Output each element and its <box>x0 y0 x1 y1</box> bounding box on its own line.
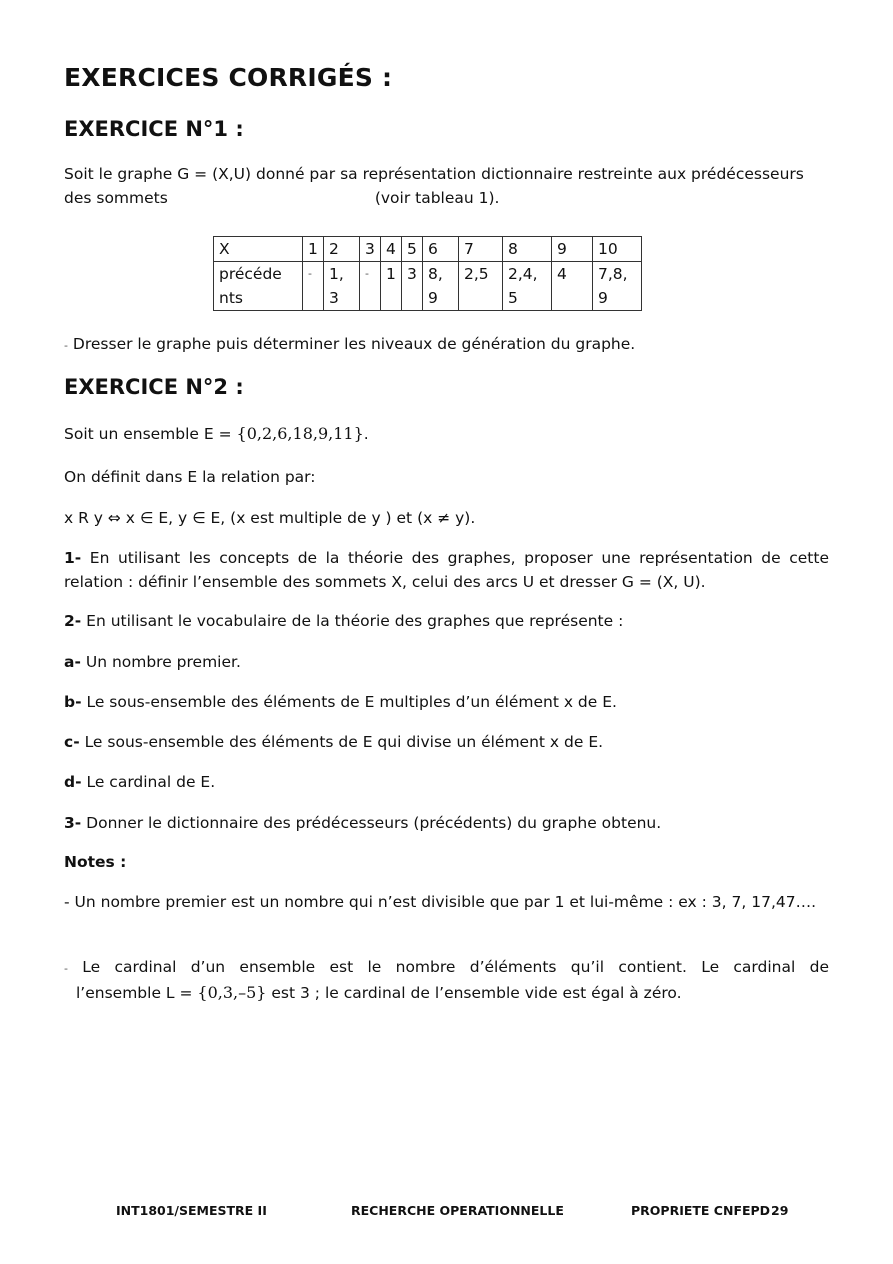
cell-line: 1, <box>329 265 344 283</box>
set-prefix: Soit un ensemble E = <box>64 425 237 443</box>
cell-line: 9 <box>598 289 608 307</box>
exercise-1-intro <box>64 162 829 210</box>
cell-line: 2,5 <box>464 265 489 283</box>
question-text: Le sous-ensemble des éléments de E qui divise un élément x de E. <box>84 733 604 751</box>
relation-definition: x R y ⇔ x ∈ E, y ∈ E, (x est multiple de y ) et (x ≠ y). <box>64 509 476 527</box>
table-row-predecessors <box>214 262 642 311</box>
question-1 <box>64 546 829 594</box>
cell-line: 2,4, <box>508 265 538 283</box>
table-cell: 10 <box>593 237 642 262</box>
relation-intro: On définit dans E la relation par: <box>64 468 316 486</box>
table-cell: 7 <box>459 237 503 262</box>
exercise-1-heading: EXERCICE N°1 : <box>64 117 244 141</box>
table-cell: 9 <box>552 237 593 262</box>
question-number: b- <box>64 693 82 711</box>
cell-line: 7,8, <box>598 265 628 283</box>
cell-line: - <box>308 267 312 280</box>
table-cell: X <box>214 237 303 262</box>
note-2-line1 <box>64 955 829 981</box>
note-dash: - <box>64 962 68 975</box>
exercise-1-intro-line1: Soit le graphe G = (X,U) donné par sa représentation dictionnaire restreinte aux prédécesseurs <box>64 165 804 183</box>
table-cell <box>324 262 360 311</box>
table-cell <box>459 262 503 311</box>
exercise-1-intro-line2-b: (voir tableau 1). <box>374 189 500 207</box>
table-cell <box>214 262 303 311</box>
exercise-1-task <box>64 332 829 358</box>
table-cell: 6 <box>423 237 459 262</box>
question-number: 1- <box>64 549 82 567</box>
note-2-line2 <box>64 981 829 1005</box>
table-cell <box>593 262 642 311</box>
cell-line: 5 <box>508 289 518 307</box>
table-cell <box>402 262 423 311</box>
set-value: {0,2,6,18,9,11} <box>236 424 364 443</box>
question-text: Le sous-ensemble des éléments de E multiples d’un élément x de E. <box>86 693 617 711</box>
question-number: d- <box>64 773 82 791</box>
question-3 <box>64 811 829 835</box>
note-2-text: Le cardinal d’un ensemble est le nombre d’éléments qu’il contient. Le cardinal de <box>82 958 829 976</box>
exercise-2-heading: EXERCICE N°2 : <box>64 375 244 399</box>
exercise-1-intro-line2 <box>64 186 829 210</box>
table-cell <box>552 262 593 311</box>
note-1: - Un nombre premier est un nombre qui n’est divisible que par 1 et lui-même : ex : 3, 7, 17,47…. <box>64 893 817 911</box>
footer-owner: PROPRIETE CNFEPD <box>631 1203 771 1218</box>
page-number: 29 <box>771 1203 789 1218</box>
question-text: En utilisant le vocabulaire de la théorie des graphes que représente : <box>86 612 624 630</box>
cell-line: 8, <box>428 265 443 283</box>
question-2d <box>64 770 829 794</box>
question-2 <box>64 609 829 633</box>
footer-course-code: INT1801/SEMESTRE II <box>116 1203 267 1218</box>
note-2-prefix: l’ensemble L = <box>76 984 198 1002</box>
notes-heading: Notes : <box>64 853 127 871</box>
cell-line: 9 <box>428 289 438 307</box>
note-2-set: {0,3,–5} <box>197 983 267 1002</box>
question-number: c- <box>64 733 80 751</box>
table-cell <box>303 262 324 311</box>
question-2c <box>64 730 829 754</box>
table-cell: 2 <box>324 237 360 262</box>
cell-line: - <box>365 267 369 280</box>
question-text: Un nombre premier. <box>85 653 241 671</box>
question-number: 2- <box>64 612 82 630</box>
note-2-suffix: est 3 ; le cardinal de l’ensemble vide est égal à zéro. <box>266 984 682 1002</box>
predecessors-table <box>213 236 642 311</box>
exercise-1-intro-line2-a: des sommets <box>64 189 168 207</box>
question-2b <box>64 690 829 714</box>
cell-line: précéde <box>219 265 282 283</box>
question-text: En utilisant les concepts de la théorie des graphes, proposer une représentation de cette relation : définir l’ensemble des sommets X, celui des arcs U et dresser G = (X, U). <box>64 549 829 591</box>
note-2 <box>64 955 829 1005</box>
question-text: Le cardinal de E. <box>86 773 216 791</box>
cell-line: 3 <box>329 289 339 307</box>
question-number: 3- <box>64 814 82 832</box>
set-suffix: . <box>363 425 369 443</box>
table-cell <box>503 262 552 311</box>
cell-line: 3 <box>407 265 417 283</box>
cell-line: 4 <box>557 265 567 283</box>
question-2a <box>64 650 829 674</box>
table-cell: 8 <box>503 237 552 262</box>
task-dash: - <box>64 339 68 352</box>
cell-line: nts <box>219 289 243 307</box>
cell-line: 1 <box>386 265 396 283</box>
footer-subject: RECHERCHE OPERATIONNELLE <box>351 1203 564 1218</box>
table-cell <box>423 262 459 311</box>
table-cell: 1 <box>303 237 324 262</box>
table-row-vertices <box>214 237 642 262</box>
question-text: Donner le dictionnaire des prédécesseurs (précédents) du graphe obtenu. <box>86 814 662 832</box>
table-cell <box>381 262 402 311</box>
set-definition <box>64 422 829 446</box>
table-cell: 5 <box>402 237 423 262</box>
question-number: a- <box>64 653 81 671</box>
table-cell: 3 <box>360 237 381 262</box>
task-text: Dresser le graphe puis déterminer les niveaux de génération du graphe. <box>72 335 636 353</box>
table-cell: 4 <box>381 237 402 262</box>
page-title: EXERCICES CORRIGÉS : <box>64 63 393 92</box>
table-cell <box>360 262 381 311</box>
